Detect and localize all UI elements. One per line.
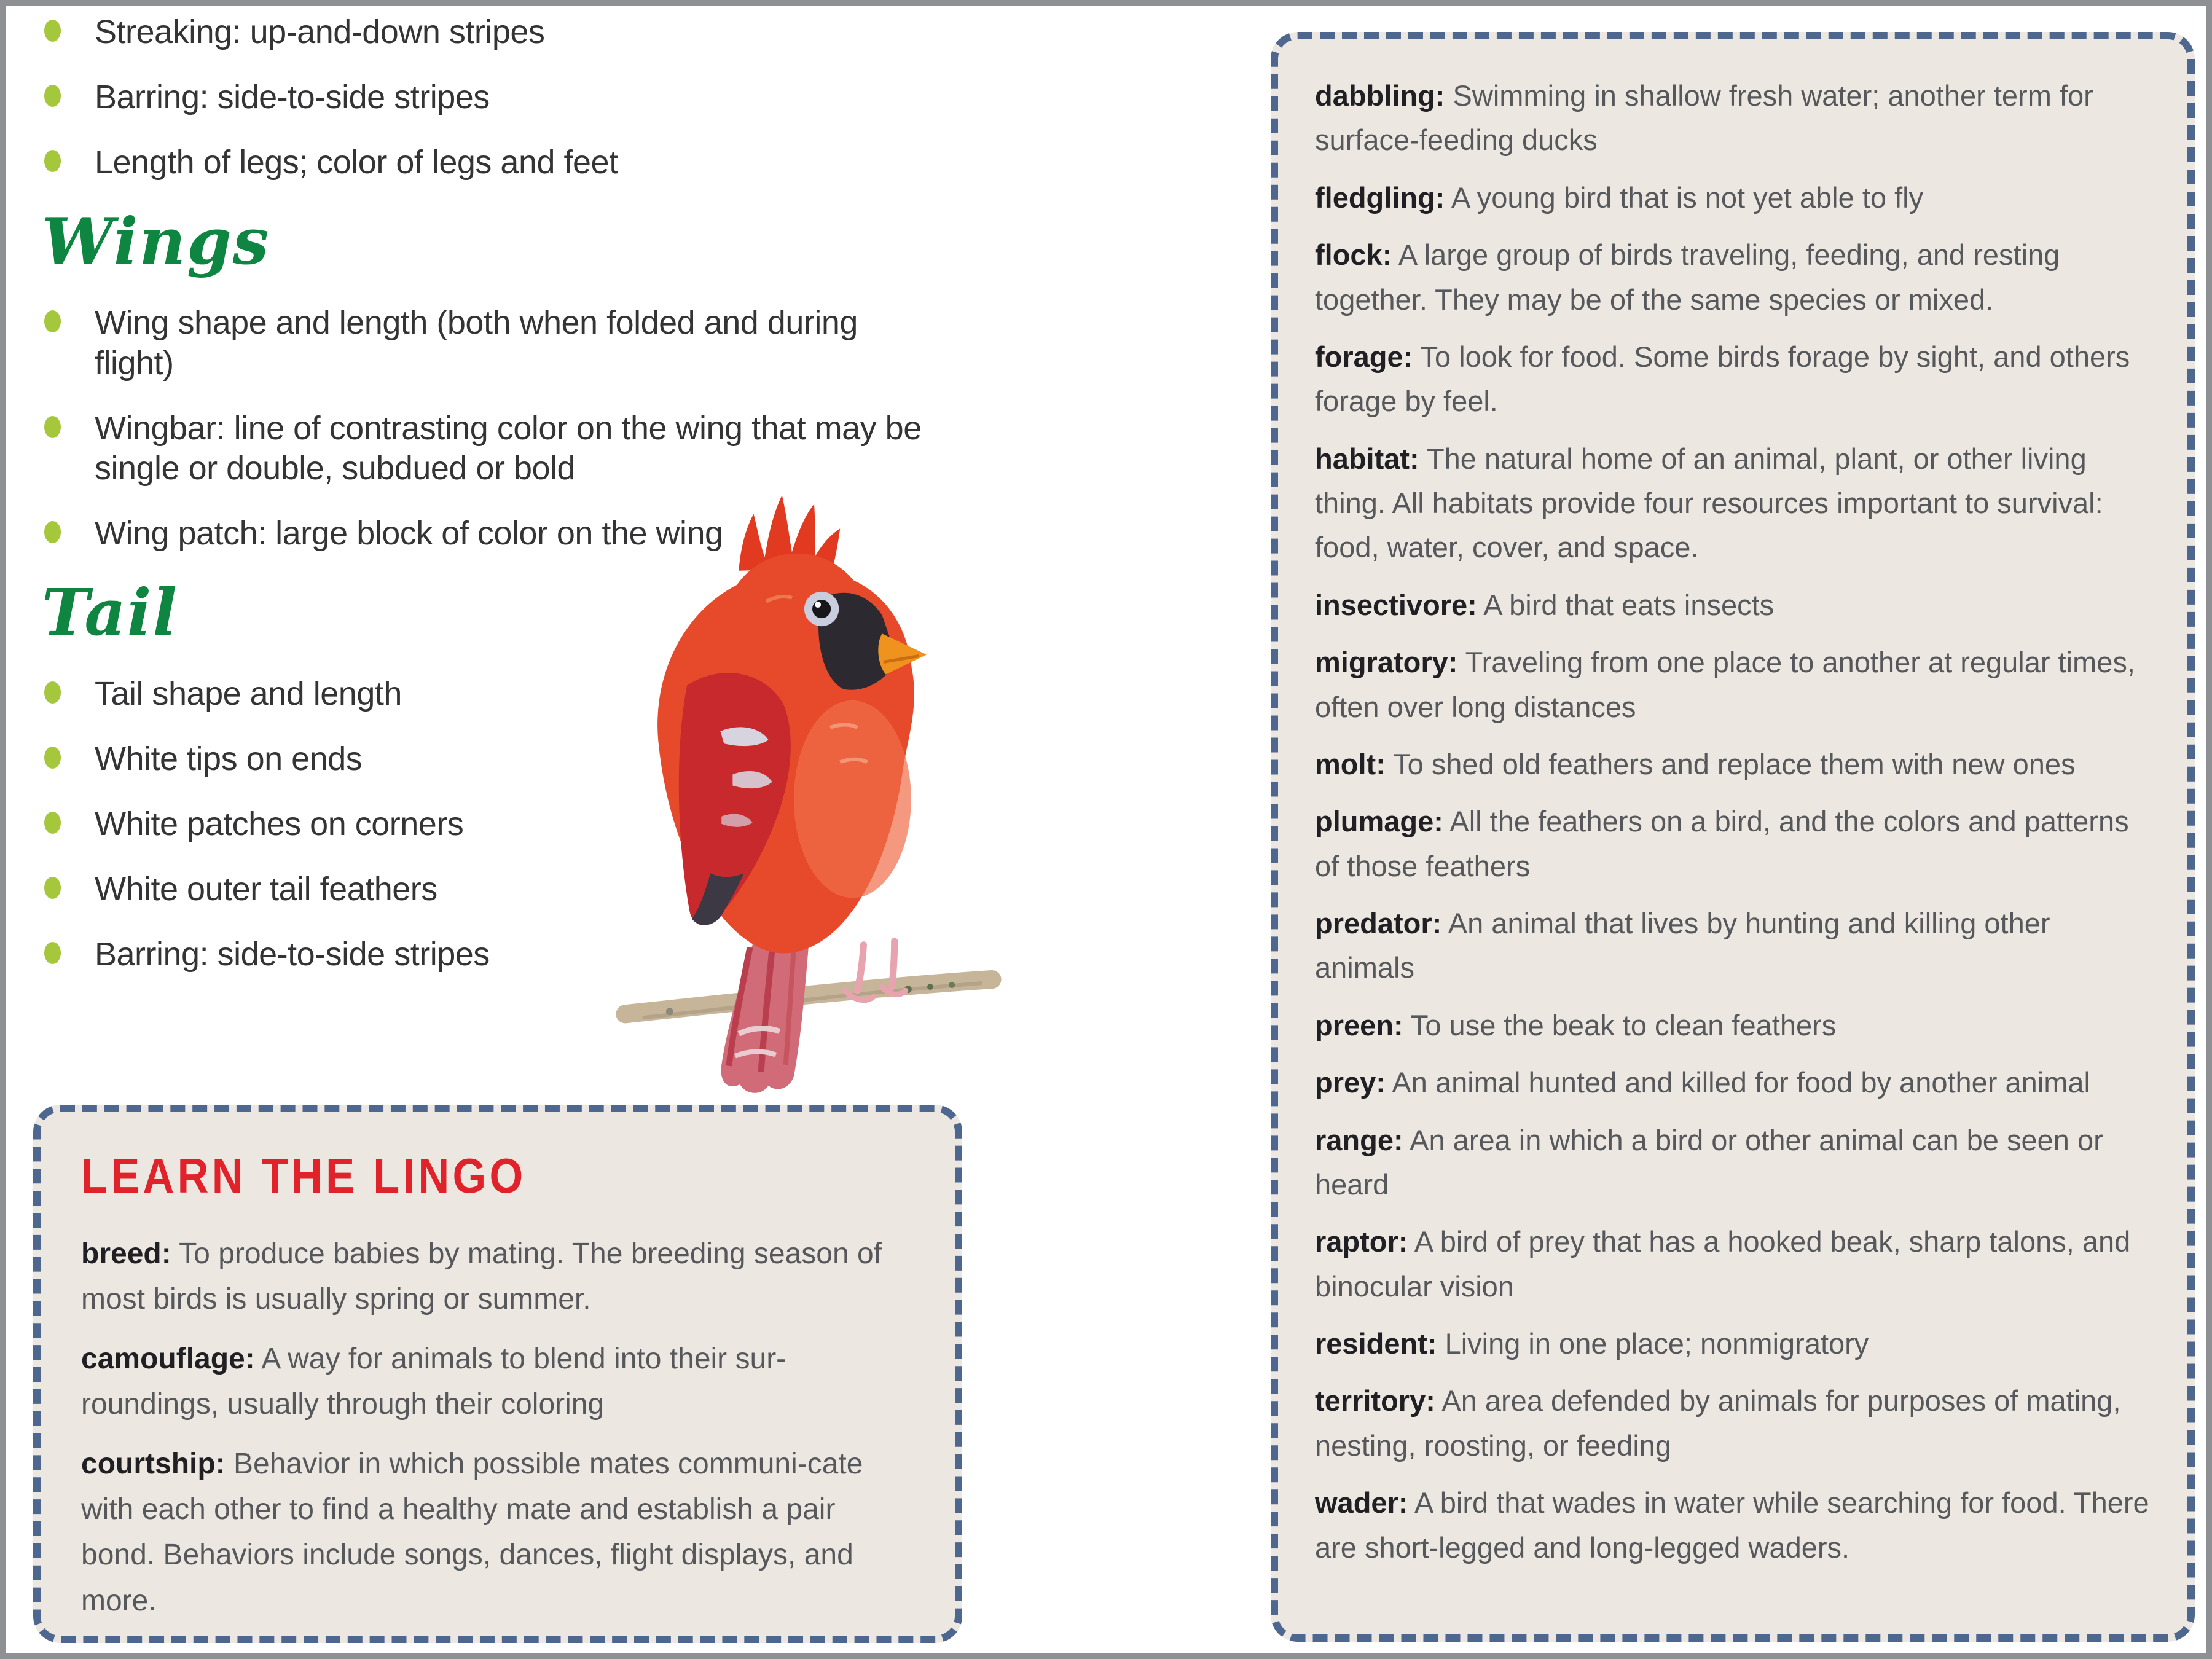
glossary-entry xyxy=(1315,437,2151,570)
glossary-entry xyxy=(1315,1220,2151,1309)
glossary-definition: Swimming in shallow fresh water; another term for surface-feeding ducks xyxy=(1315,79,2093,157)
branch-graphic xyxy=(626,979,992,1018)
glossary-definition: Traveling from one place to another at regular times, often over long distances xyxy=(1315,646,2135,723)
bullet-text: Wing patch: large block of color on the wing xyxy=(95,515,723,552)
glossary-term: range: xyxy=(1315,1123,1403,1156)
glossary-term: camouflage: xyxy=(81,1342,255,1375)
glossary-definition: A young bird that is not yet able to fly xyxy=(1451,181,1924,214)
glossary-definition: An animal that lives by hunting and killing other animals xyxy=(1315,907,2050,984)
glossary-term: insectivore: xyxy=(1315,588,1477,621)
glossary-term: habitat: xyxy=(1315,442,1419,475)
list-item xyxy=(42,409,938,490)
glossary-definition: To produce babies by mating. The breeding season of most birds is usually spring or summer. xyxy=(81,1237,882,1316)
list-item xyxy=(42,303,893,384)
bullet-text: Tail shape and length xyxy=(95,675,402,713)
bullet-text: Streaking: up-and-down stripes xyxy=(95,14,545,50)
bullet-text: Wingbar: line of contrasting color on the wing that may be single or double, subdued or bold xyxy=(95,409,922,487)
glossary-definition: To shed old feathers and replace them with new ones xyxy=(1393,747,2076,780)
glossary-term: molt: xyxy=(1315,747,1386,780)
glossary-entry xyxy=(1315,1003,2151,1048)
glossary-entry xyxy=(81,1336,914,1428)
bullet-icon xyxy=(44,942,61,964)
bullet-icon xyxy=(44,310,61,332)
bullet-icon xyxy=(44,85,61,107)
section-heading-tail: Tail xyxy=(42,575,178,651)
section-heading-wings: Wings xyxy=(42,203,270,279)
glossary-entry xyxy=(1315,799,2151,888)
glossary-definition: An animal hunted and killed for food by another animal xyxy=(1392,1066,2090,1099)
glossary-entry xyxy=(1315,742,2151,786)
bullet-icon xyxy=(44,416,61,438)
glossary-entry xyxy=(1315,640,2151,729)
glossary-entry xyxy=(1315,74,2151,163)
glossary-entry xyxy=(81,1441,914,1625)
bullet-icon xyxy=(44,812,61,834)
glossary-box xyxy=(1271,32,2195,1642)
bullet-icon xyxy=(44,747,61,769)
glossary-entry xyxy=(1315,233,2151,322)
glossary-entry xyxy=(1315,1118,2151,1207)
bullet-icon xyxy=(44,521,61,543)
glossary-entry xyxy=(1315,1481,2151,1570)
bullet-text: Barring: side-to-side stripes xyxy=(95,935,490,973)
glossary-term: fledgling: xyxy=(1315,181,1445,214)
bullet-icon xyxy=(44,681,61,704)
glossary-term: resident: xyxy=(1315,1327,1437,1360)
eye-graphic xyxy=(804,592,839,626)
glossary-definition: A way for animals to blend into their sur-roundings, usually through their coloring xyxy=(81,1342,786,1421)
bullet-text: White tips on ends xyxy=(95,740,363,778)
glossary-entry xyxy=(1315,1322,2151,1366)
glossary-term: preen: xyxy=(1315,1008,1403,1041)
glossary-definition: A bird of prey that has a hooked beak, sharp talons, and binocular vision xyxy=(1315,1225,2131,1303)
glossary-term: flock: xyxy=(1315,238,1392,272)
glossary-definition: An area in which a bird or other animal can be seen or heard xyxy=(1315,1123,2103,1201)
glossary-definition: The natural home of an animal, plant, or other living thing. All habitats provide four resources important to survival: food, water, cover, and space. xyxy=(1315,442,2103,564)
bullet-text: White outer tail feathers xyxy=(95,871,437,908)
glossary-term: migratory: xyxy=(1315,646,1458,679)
glossary-term: plumage: xyxy=(1315,805,1443,838)
glossary-definition: All the feathers on a bird, and the colors and patterns of those feathers xyxy=(1315,805,2129,882)
glossary-definition: To look for food. Some birds forage by sight, and others forage by feel. xyxy=(1315,340,2130,418)
glossary-term: prey: xyxy=(1315,1066,1386,1099)
glossary-term: breed: xyxy=(81,1237,171,1270)
glossary-term: dabbling: xyxy=(1315,79,1445,112)
glossary-definition: An area defended by animals for purposes of mating, nesting, roosting, or feeding xyxy=(1315,1384,2121,1462)
glossary-definition: To use the beak to clean feathers xyxy=(1410,1008,1837,1041)
glossary-definition: A bird that wades in water while searching for food. There are short-legged and long-legged waders. xyxy=(1315,1486,2149,1564)
glossary-definition: Behavior in which possible mates communi-cate with each other to find a healthy mate and establish a pair bond. Behaviors include songs, dances, flight displays, and more. xyxy=(81,1447,863,1617)
list-item xyxy=(42,77,896,118)
bullet-icon xyxy=(44,20,61,42)
lingo-box-title: LEARN THE LINGO xyxy=(81,1148,527,1203)
glossary-definition: A large group of birds traveling, feeding, and resting together. They may be of the same species or mixed. xyxy=(1315,238,2060,316)
glossary-entry xyxy=(1315,1061,2151,1105)
glossary-term: wader: xyxy=(1315,1486,1408,1520)
glossary-term: courtship: xyxy=(81,1447,226,1480)
glossary-entry xyxy=(1315,901,2151,990)
bullet-text: White patches on corners xyxy=(95,806,464,843)
glossary-entry xyxy=(1315,1379,2151,1468)
bullet-icon xyxy=(44,877,61,899)
glossary-entry xyxy=(1315,583,2151,627)
bullet-text: Barring: side-to-side stripes xyxy=(95,78,490,116)
intro-bullet-list xyxy=(42,12,896,183)
list-item xyxy=(42,12,896,53)
glossary-entry xyxy=(1315,176,2151,220)
glossary-term: territory: xyxy=(1315,1384,1435,1418)
bullet-icon xyxy=(44,150,61,172)
glossary-term: predator: xyxy=(1315,907,1442,939)
cardinal-illustration xyxy=(616,478,1003,1096)
glossary-definition: Living in one place; nonmigratory xyxy=(1445,1327,1869,1360)
bullet-text: Length of legs; color of legs and feet xyxy=(95,143,618,181)
glossary-term: raptor: xyxy=(1315,1225,1408,1258)
glossary-definition: A bird that eats insects xyxy=(1483,588,1775,621)
glossary-term: forage: xyxy=(1315,340,1413,373)
learn-the-lingo-box xyxy=(33,1105,962,1643)
glossary-entry xyxy=(81,1231,914,1323)
bullet-text: Wing shape and length (both when folded and during flight) xyxy=(95,304,858,382)
list-item xyxy=(42,143,896,183)
glossary-entry xyxy=(1315,335,2151,424)
